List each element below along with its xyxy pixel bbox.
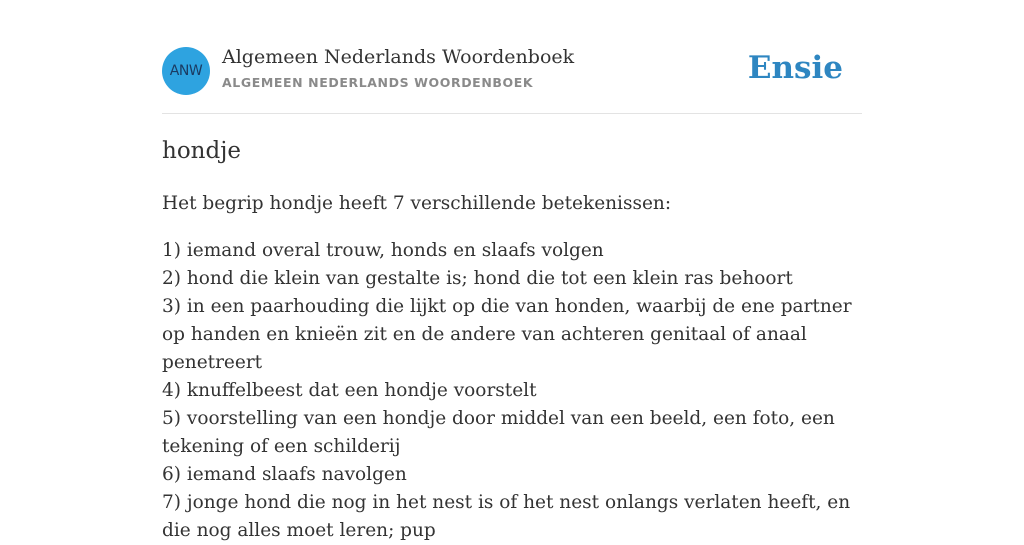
meaning-item: 5) voorstelling van een hondje door middel van een beeld, een foto, een tekening of een schilderij: [162, 408, 835, 457]
entry-word: hondje: [162, 138, 241, 164]
meaning-item: 6) iemand slaafs navolgen: [162, 464, 407, 485]
entry-intro: Het begrip hondje heeft 7 verschillende betekenissen:: [162, 193, 672, 214]
anw-logo-text: ANW: [169, 63, 203, 79]
source-subtitle: ALGEMEEN NEDERLANDS WOORDENBOEK: [222, 75, 534, 90]
header-divider: [162, 113, 862, 114]
meaning-item: 1) iemand overal trouw, honds en slaafs volgen: [162, 240, 604, 261]
meaning-item: 2) hond die klein van gestalte is; hond die tot een klein ras behoort: [162, 268, 793, 289]
anw-logo[interactable]: [162, 47, 210, 95]
ensie-logo[interactable]: Ensie: [747, 50, 843, 86]
meaning-item: 7) jonge hond die nog in het nest is of het nest onlangs verlaten heeft, en die nog alles moet leren; pup: [162, 492, 851, 541]
meaning-item: 4) knuffelbeest dat een hondje voorstelt: [162, 380, 537, 401]
source-header: [162, 46, 862, 96]
meaning-item: 3) in een paarhouding die lijkt op die van honden, waarbij de ene partner op handen en knieën zit en de andere van achteren genitaal of anaal penetreert: [162, 296, 852, 373]
source-title[interactable]: Algemeen Nederlands Woordenboek: [222, 46, 575, 68]
meanings-list: [162, 237, 864, 545]
